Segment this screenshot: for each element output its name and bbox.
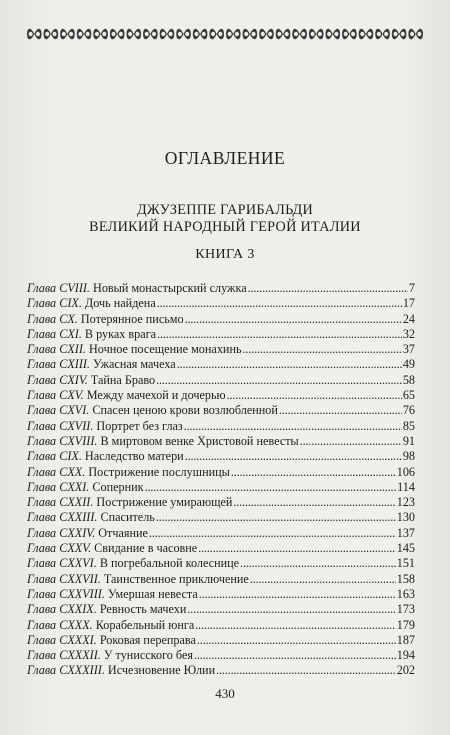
toc-entry xyxy=(27,342,415,357)
dot-leader xyxy=(227,388,402,403)
dot-leader xyxy=(279,403,402,418)
dot-leader xyxy=(199,587,396,602)
dot-leader xyxy=(185,449,402,464)
chapter-number: Глава CXX. xyxy=(27,464,86,479)
toc-entry xyxy=(27,434,415,449)
page-title: ОГЛАВЛЕНИЕ xyxy=(164,148,286,168)
page-ref: 123 xyxy=(396,495,415,510)
dot-leader xyxy=(197,633,396,648)
page-ref: 158 xyxy=(396,571,415,586)
ornament-knot-icon xyxy=(259,29,274,40)
chapter-title: Пострижение умирающей xyxy=(96,495,233,510)
page-ref: 58 xyxy=(402,372,415,387)
toc-entry xyxy=(27,602,415,617)
ornament-knot-icon xyxy=(408,29,423,40)
chapter-title: Новый монастырский служка xyxy=(93,281,247,295)
chapter-title: Роковая переправа xyxy=(99,632,196,647)
chapter-number: Глава CXXVII. xyxy=(27,571,101,586)
dot-leader xyxy=(198,541,396,556)
ornament-knot-icon xyxy=(77,29,92,40)
chapter-number: Глава CXXIII. xyxy=(27,510,98,525)
chapter-title: Тайна Браво xyxy=(90,372,156,387)
page-ref: 106 xyxy=(396,464,415,479)
dot-leader xyxy=(157,296,402,311)
ornament-knot-icon xyxy=(44,29,59,40)
chapter-title: Спаситель xyxy=(100,510,155,525)
toc-entry xyxy=(27,663,415,678)
chapter-title: Исчезновение Юлии xyxy=(107,663,216,678)
chapter-number: Глава CXXI. xyxy=(27,479,90,494)
page-ref: 76 xyxy=(402,403,415,418)
ornament-knot-icon xyxy=(193,29,208,40)
page-ref: 7 xyxy=(408,281,415,295)
chapter-title: Ночное посещение монахинь xyxy=(88,342,242,357)
ornament-knot-icon xyxy=(93,29,108,40)
chapter-number: Глава CXI. xyxy=(27,326,82,341)
toc-entry xyxy=(27,312,415,327)
ornament-knot-icon xyxy=(110,29,125,40)
chapter-number: Глава CXIV. xyxy=(27,372,88,387)
toc-entry xyxy=(27,373,415,388)
toc-entry xyxy=(27,526,415,541)
chapter-number: Глава CXXVI. xyxy=(27,556,97,571)
toc-entry xyxy=(27,648,415,663)
dot-leader xyxy=(216,663,396,678)
ornament-knot-icon xyxy=(326,29,341,40)
toc-entry xyxy=(27,327,415,342)
dot-leader xyxy=(231,465,396,480)
dot-leader xyxy=(156,373,402,388)
toc-entry xyxy=(27,465,415,480)
dot-leader xyxy=(243,342,402,357)
page-ref: 202 xyxy=(396,663,415,678)
toc-entry xyxy=(27,357,415,372)
page-ref: 98 xyxy=(402,449,415,464)
toc-entry xyxy=(27,388,415,403)
chapter-title: В руках врага xyxy=(84,326,157,341)
chapter-number: Глава CXIII. xyxy=(27,357,90,372)
chapter-number: Глава CXXII. xyxy=(27,495,94,510)
chapter-number: Глава CXVIII. xyxy=(27,433,98,448)
toc-entry xyxy=(27,556,415,571)
page-ref: 163 xyxy=(396,586,415,601)
book-heading: КНИГА 3 xyxy=(195,247,255,262)
toc-entry xyxy=(27,403,415,418)
chapter-title: Портрет без глаз xyxy=(96,418,183,433)
chapter-number: Глава CXII. xyxy=(27,342,86,357)
subtitle-line: ВЕЛИКИЙ НАРОДНЫЙ ГЕРОЙ ИТАЛИИ xyxy=(89,219,361,235)
chapter-title: В миртовом венке Христовой невесты xyxy=(100,433,299,448)
table-of-contents xyxy=(27,281,415,679)
page-ref: 194 xyxy=(396,648,415,663)
dot-leader xyxy=(149,526,396,541)
dot-leader xyxy=(194,648,396,663)
page-ref: 24 xyxy=(402,311,415,326)
page-ref: 32 xyxy=(402,326,415,341)
toc-entry xyxy=(27,449,415,464)
toc-entry xyxy=(27,495,415,510)
chapter-title: Потерянное письмо xyxy=(80,311,184,326)
ornament-knot-icon xyxy=(176,29,191,40)
ornament-knot-icon xyxy=(342,29,357,40)
ornament-knot-icon xyxy=(292,29,307,40)
chapter-number: Глава CIX. xyxy=(27,449,82,464)
chapter-number: Глава CXVII. xyxy=(27,418,94,433)
ornament-knot-icon xyxy=(276,29,291,40)
dot-leader xyxy=(157,327,402,342)
dot-leader xyxy=(300,434,402,449)
chapter-title: В погребальной колеснице xyxy=(99,556,240,571)
page-ref: 114 xyxy=(397,479,415,494)
toc-entry xyxy=(27,281,415,296)
chapter-number: Глава CXXXI. xyxy=(27,632,97,647)
chapter-number: Глава CVIII. xyxy=(27,281,90,295)
decorative-border-ornament xyxy=(26,26,424,42)
dot-leader xyxy=(184,419,402,434)
ornament-knot-icon xyxy=(226,29,241,40)
ornament-knot-icon xyxy=(375,29,390,40)
chapter-number: Глава CXXIX. xyxy=(27,602,97,617)
chapter-number: Глава CXXIV. xyxy=(27,525,96,540)
page-ref: 179 xyxy=(396,617,415,632)
dot-leader xyxy=(240,556,396,571)
ornament-knot-icon xyxy=(143,29,158,40)
chapter-title: Таинственное приключение xyxy=(103,571,249,586)
page-ref: 65 xyxy=(402,388,415,403)
chapter-number: Глава CXXXII. xyxy=(27,648,101,663)
ornament-knot-icon xyxy=(27,29,42,40)
chapter-number: Глава CXXV. xyxy=(27,541,92,556)
author-line: ДЖУЗЕППЕ ГАРИБАЛЬДИ xyxy=(136,202,314,218)
chapter-title: Ужасная мачеха xyxy=(93,357,176,372)
chapter-number: Глава CXXX. xyxy=(27,617,93,632)
ornament-knot-icon xyxy=(160,29,175,40)
dot-leader xyxy=(187,602,395,617)
chapter-number: Глава CX. xyxy=(27,311,78,326)
chapter-title: Свидание в часовне xyxy=(94,541,198,556)
ornament-knot-icon xyxy=(359,29,374,40)
chapter-title: Пострижение послушницы xyxy=(88,464,230,479)
page-ref: 187 xyxy=(396,632,415,647)
dot-leader xyxy=(156,510,396,525)
page-ref: 17 xyxy=(402,296,415,311)
section-heading xyxy=(0,202,450,236)
page-ref: 49 xyxy=(402,357,415,372)
page-ref: 130 xyxy=(396,510,415,525)
chapter-title: Отчаяние xyxy=(98,525,148,540)
chapter-number: Глава CXVI. xyxy=(27,403,90,418)
toc-entry xyxy=(27,587,415,602)
ornament-knot-icon xyxy=(209,29,224,40)
toc-entry xyxy=(27,480,415,495)
page-ref: 137 xyxy=(396,525,415,540)
ornament-knot-icon xyxy=(60,29,75,40)
toc-entry xyxy=(27,510,415,525)
chapter-title: Соперник xyxy=(92,479,144,494)
page-ref: 85 xyxy=(402,418,415,433)
dot-leader xyxy=(145,480,397,495)
chapter-number: Глава CXV. xyxy=(27,388,84,403)
chapter-title: У тунисского бея xyxy=(103,648,193,663)
dot-leader xyxy=(250,572,396,587)
toc-entry xyxy=(27,419,415,434)
page-ref: 145 xyxy=(396,541,415,556)
chapter-title: Спасен ценою крови возлюбленной xyxy=(92,403,278,418)
page-number: 430 xyxy=(215,686,235,701)
chapter-title: Между мачехой и дочерью xyxy=(86,388,226,403)
chapter-title: Ревность мачехи xyxy=(99,602,187,617)
chapter-number: Глава CIX. xyxy=(27,296,82,311)
dot-leader xyxy=(195,618,395,633)
toc-entry xyxy=(27,618,415,633)
toc-entry xyxy=(27,296,415,311)
toc-entry xyxy=(27,633,415,648)
chapter-number: Глава CXXXIII. xyxy=(27,663,105,678)
page-ref: 173 xyxy=(396,602,415,617)
chapter-number: Глава CXXVIII. xyxy=(27,586,105,601)
toc-entry xyxy=(27,572,415,587)
chapter-title: Наследство матери xyxy=(84,449,184,464)
ornament-knot-icon xyxy=(392,29,407,40)
chapter-title: Умершая невеста xyxy=(107,586,198,601)
ornament-knot-icon xyxy=(127,29,142,40)
dot-leader xyxy=(248,281,408,296)
chapter-title: Дочь найдена xyxy=(84,296,156,311)
dot-leader xyxy=(185,312,402,327)
toc-entry xyxy=(27,541,415,556)
ornament-knot-icon xyxy=(243,29,258,40)
ornament-knot-icon xyxy=(309,29,324,40)
dot-leader xyxy=(233,495,395,510)
page-ref: 37 xyxy=(402,342,415,357)
page-ref: 151 xyxy=(396,556,415,571)
page-ref: 91 xyxy=(402,433,415,448)
dot-leader xyxy=(177,357,402,372)
chapter-title: Корабельный юнга xyxy=(95,617,195,632)
